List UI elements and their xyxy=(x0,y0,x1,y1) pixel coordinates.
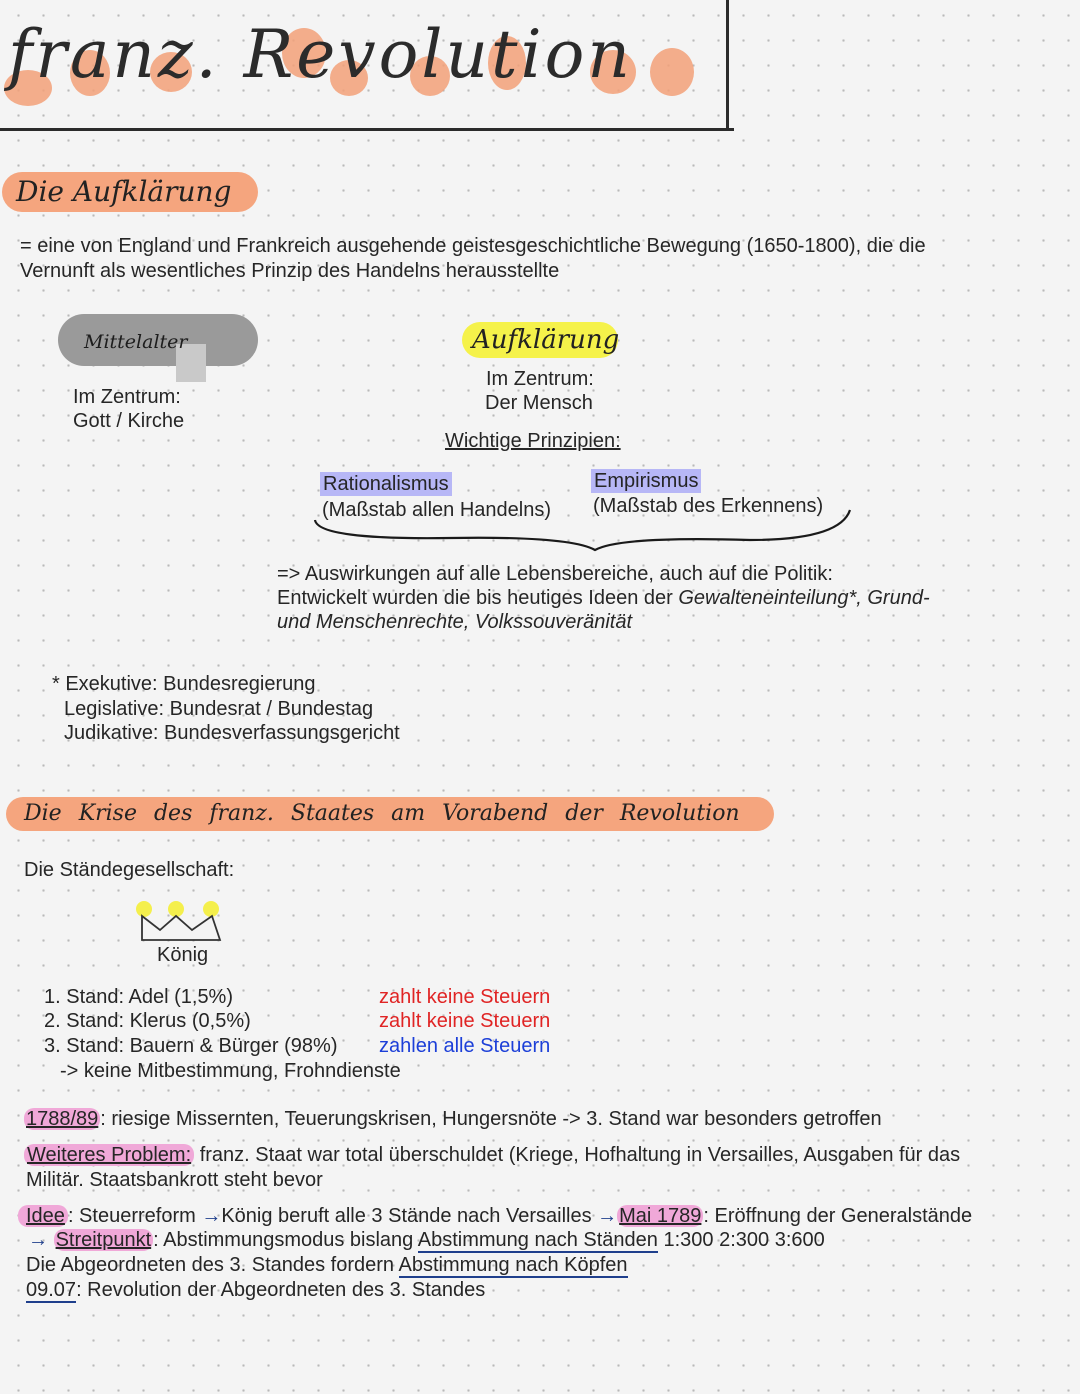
paragraph-problem-line-1 xyxy=(24,1143,960,1167)
principles-heading: Wichtige Prinzipien: xyxy=(445,430,621,452)
estate-1: 1. Stand: Adel (1,5%) xyxy=(44,986,234,1008)
arrow-right-icon: → xyxy=(597,1205,618,1227)
rationalismus-desc: (Maßstab allen Handelns) xyxy=(322,499,551,521)
title-vertical-line xyxy=(726,0,729,131)
definition-line-2: Vernunft als wesentliches Prinzip des Handelns herausstellte xyxy=(20,260,560,282)
paragraph-streitpunkt-line xyxy=(28,1228,825,1252)
mittelalter-center-label: Im Zentrum: xyxy=(73,386,181,408)
key-1788-89: 1788/89 xyxy=(26,1108,99,1130)
title-underline xyxy=(0,128,734,131)
idee-text-a: : Steuerreform xyxy=(67,1205,202,1227)
abstimmung-nach-staenden: Abstimmung nach Ständen xyxy=(417,1229,658,1251)
aufklaerung-label: Aufklärung xyxy=(472,325,620,355)
section-2-heading: Die Krise des franz. Staates am Vorabend der Revolution xyxy=(24,801,740,826)
paragraph-forderung-line xyxy=(26,1253,628,1277)
consequence-line-1: => Auswirkungen auf alle Lebensbereiche, auch auf die Politik: xyxy=(277,563,833,585)
paragraph-1788-text: : riesige Missernten, Teuerungskrisen, Hungersnöte -> 3. Stand war besonders getroffen xyxy=(100,1108,882,1130)
page-title: franz. Revolution xyxy=(8,16,633,93)
streitpunkt-text-a: : Abstimmungsmodus bislang xyxy=(153,1229,418,1251)
mittelalter-center-value: Gott / Kirche xyxy=(73,410,185,432)
aufklaerung-center-value: Der Mensch xyxy=(485,392,593,414)
section-1-heading: Die Aufklärung xyxy=(16,175,232,208)
curly-brace xyxy=(300,500,860,560)
idee-text-b: König beruft alle 3 Stände nach Versailles xyxy=(221,1205,598,1227)
footnote-line-2: Legislative: Bundesrat / Bundestag xyxy=(64,698,374,720)
paragraph-0907-line xyxy=(26,1278,485,1302)
estate-3: 3. Stand: Bauern & Bürger (98%) xyxy=(44,1035,338,1057)
consequence-line-3: und Menschenrechte, Volkssouveränität xyxy=(277,611,633,633)
mittelalter-label: Mittelalter xyxy=(84,331,188,353)
estate-1-tax: zahlt keine Steuern xyxy=(379,986,551,1008)
consequence-line-2-italic: Gewalteneinteilung*, Grund- xyxy=(678,587,930,609)
empirismus-label: Empirismus xyxy=(591,469,701,493)
consequence-line-2-plain: Entwickelt wurden die bis heutiges Ideen der xyxy=(277,587,679,609)
paragraph-problem-text-1: franz. Staat war total überschuldet (Kriege, Hofhaltung in Versailles, Ausgaben für das xyxy=(194,1144,961,1166)
key-weiteres-problem: Weiteres Problem: xyxy=(24,1144,194,1166)
key-streitpunkt: Streitpunkt xyxy=(55,1229,152,1251)
footnote-line-3: Judikative: Bundesverfassungsgericht xyxy=(64,722,400,744)
arrow-right-icon: → xyxy=(201,1205,222,1227)
estate-3-tax: zahlen alle Steuern xyxy=(379,1035,551,1057)
third-estate-note: -> keine Mitbestimmung, Frohndienste xyxy=(60,1060,401,1082)
empirismus-desc: (Maßstab des Erkennens) xyxy=(593,495,824,517)
streitpunkt-text-b: 1:300 2:300 3:600 xyxy=(657,1229,825,1251)
aufklaerung-center-label: Im Zentrum: xyxy=(486,368,594,390)
key-09-07: 09.07 xyxy=(26,1279,77,1301)
abstimmung-nach-koepfen: Abstimmung nach Köpfen xyxy=(398,1254,628,1276)
paragraph-idee-line xyxy=(18,1204,972,1228)
consequence-line-2 xyxy=(277,586,930,610)
paragraph-0907-text: : Revolution der Abgeordneten des 3. Standes xyxy=(76,1279,486,1301)
definition-line-1: = eine von England und Frankreich ausgehende geistesgeschichtliche Bewegung (1650-1800), die die xyxy=(20,235,926,257)
subheading-standegesellschaft: Die Ständegesellschaft: xyxy=(24,859,235,881)
estate-2: 2. Stand: Klerus (0,5%) xyxy=(44,1010,251,1032)
crown-icon xyxy=(128,896,228,946)
key-idee: Idee xyxy=(18,1205,68,1227)
footnote-line-1: * Exekutive: Bundesregierung xyxy=(52,673,316,695)
key-mai-1789: Mai 1789 xyxy=(619,1205,702,1227)
king-label: König xyxy=(157,944,209,966)
estate-2-tax: zahlt keine Steuern xyxy=(379,1010,551,1032)
paragraph-1788 xyxy=(24,1107,882,1131)
rationalismus-label: Rationalismus xyxy=(320,472,452,496)
arrow-right-icon: → xyxy=(28,1229,48,1251)
forderung-text: Die Abgeordneten des 3. Standes fordern xyxy=(26,1254,399,1276)
idee-text-c: : Eröffnung der Generalstände xyxy=(703,1205,973,1227)
paragraph-problem-line-2: Militär. Staatsbankrott steht bevor xyxy=(26,1169,323,1191)
